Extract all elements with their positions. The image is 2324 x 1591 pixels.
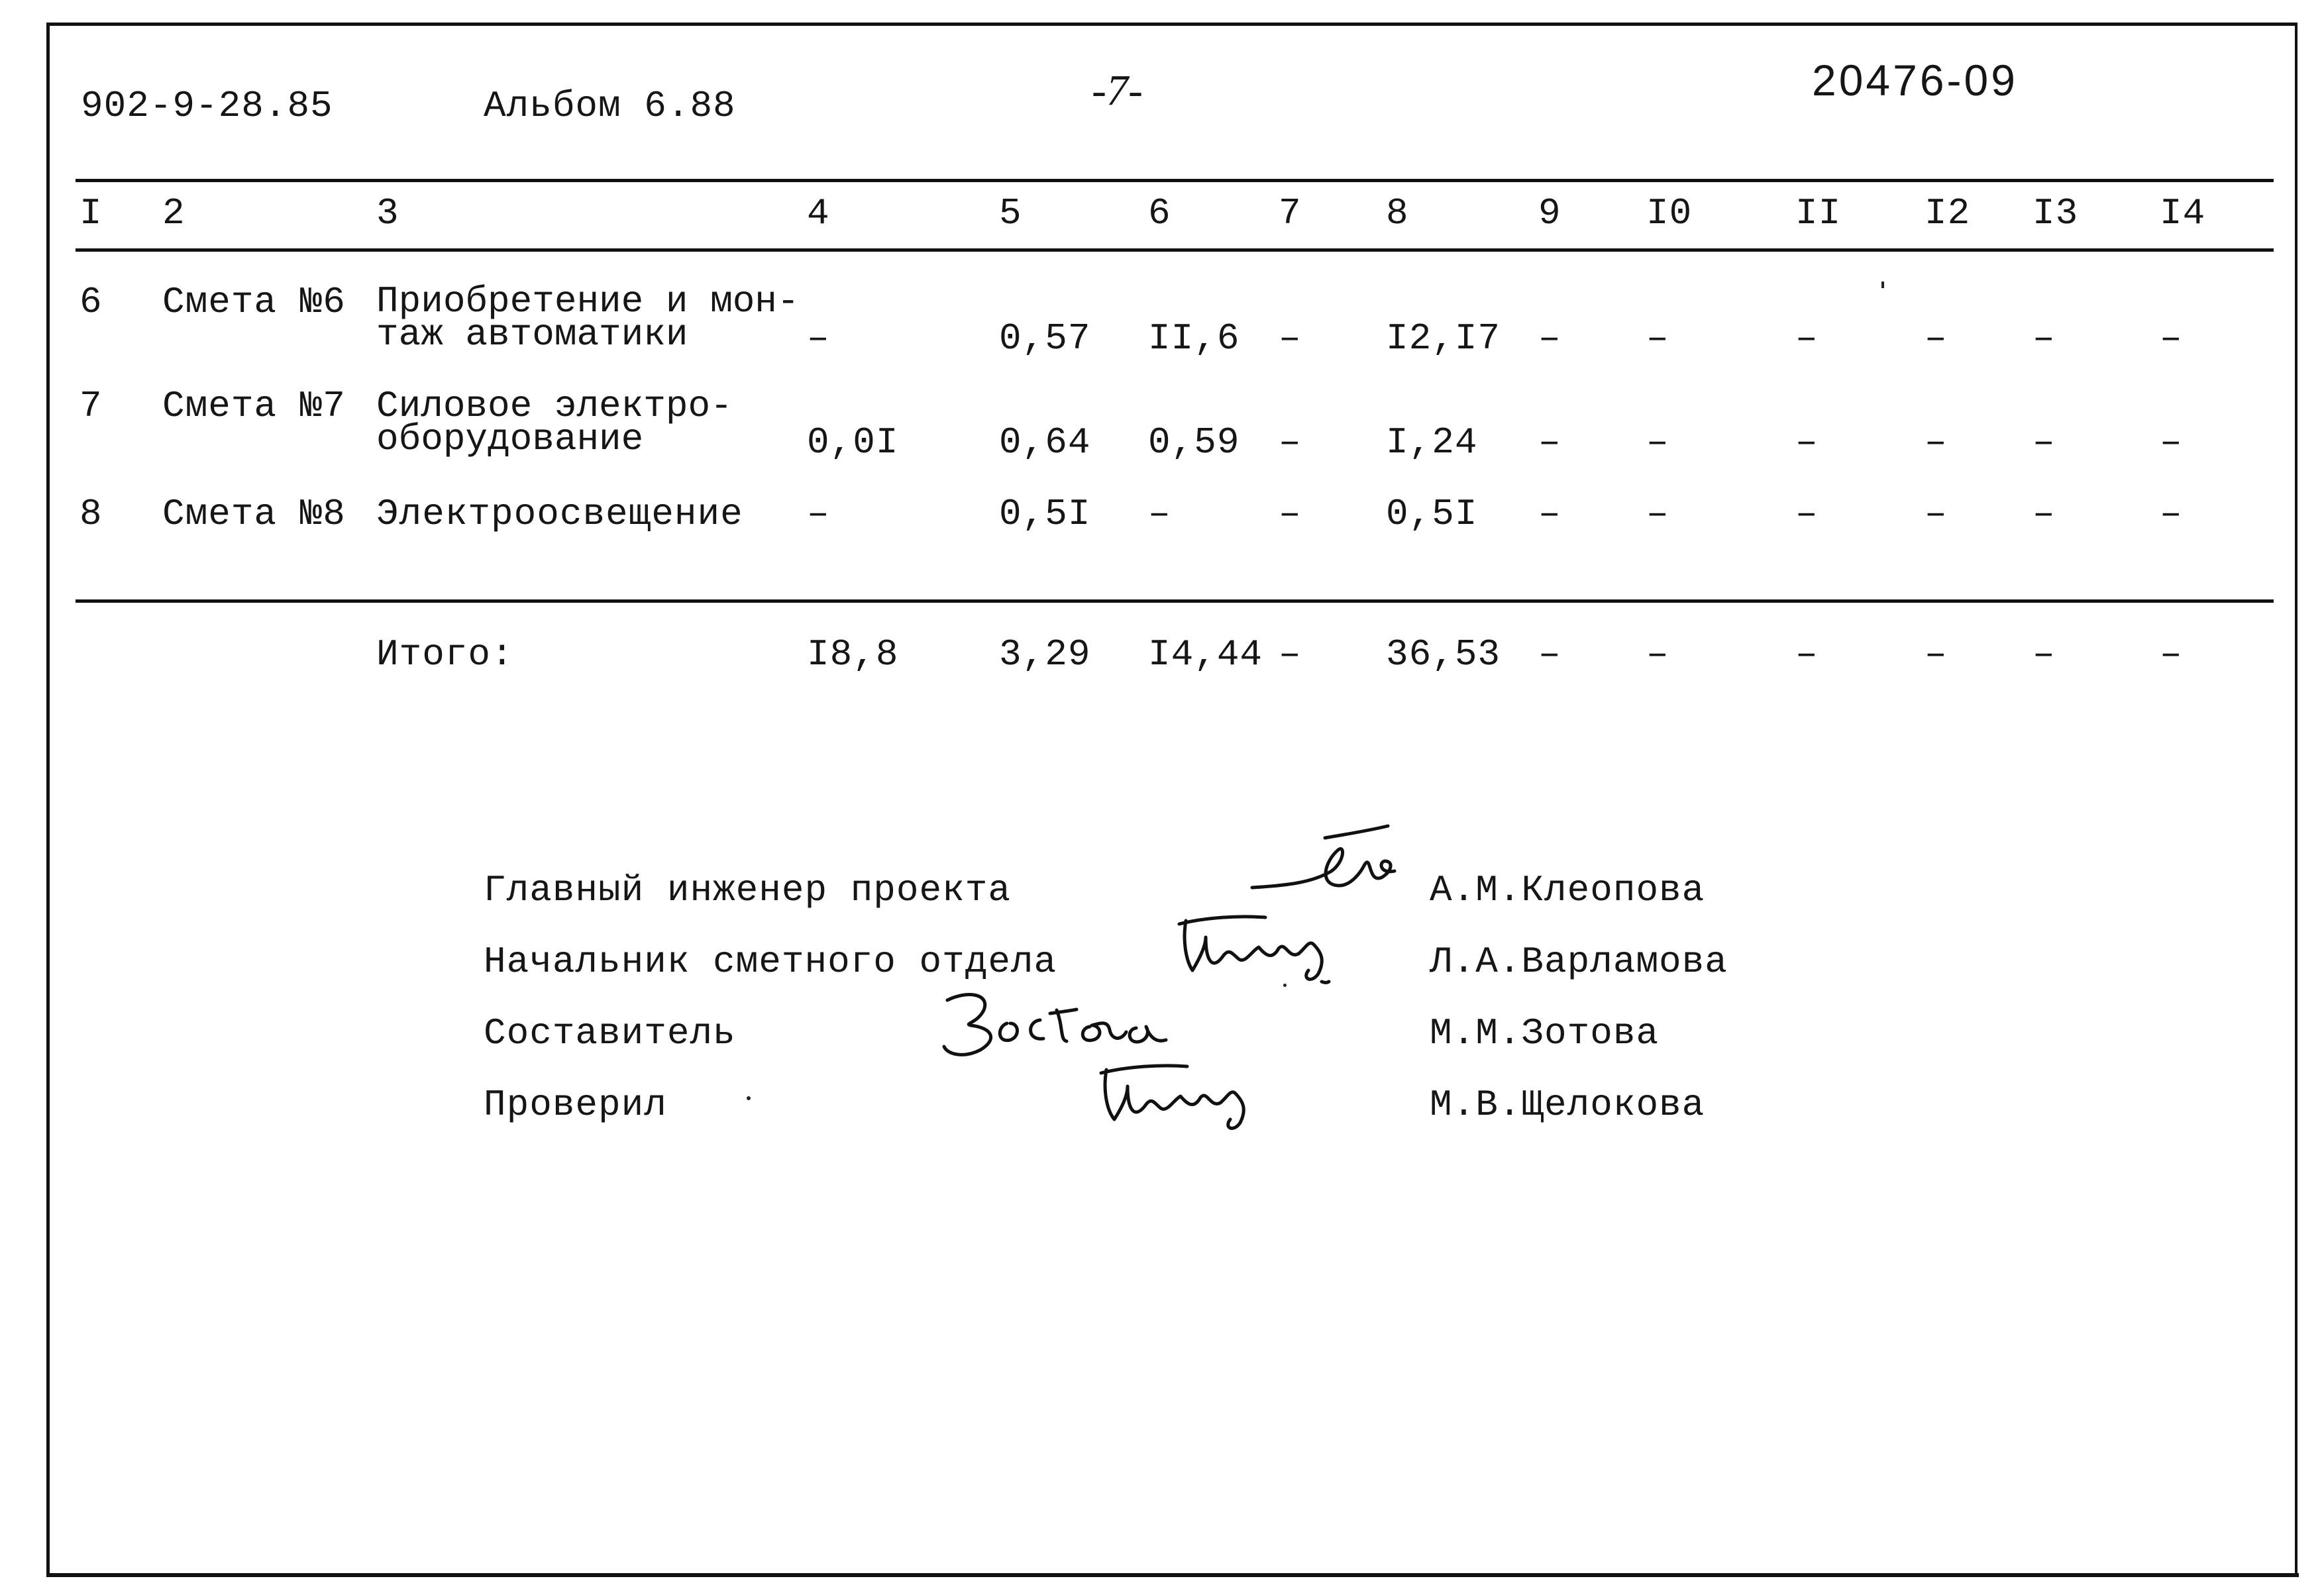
row-name: Электроосвещение (376, 493, 743, 535)
handwritten-signature-checker (1086, 1053, 1285, 1139)
cell-col4: – (807, 493, 830, 535)
column-header-3: 3 (376, 192, 399, 234)
row-name-line: Приобретение и мон- (376, 280, 800, 323)
row-name-line: таж автоматики (376, 313, 688, 356)
signature-name: М.М.Зотова (1430, 1012, 1660, 1054)
frame-top-line (46, 23, 2296, 26)
column-header-13: I3 (2033, 192, 2079, 234)
cell-col8: I,24 (1386, 421, 1478, 464)
handwritten-signature-chief-engineer (1245, 825, 1404, 911)
cell-col6: II,6 (1148, 317, 1240, 360)
column-header-12: I2 (1925, 192, 1971, 234)
signature-name: Л.А.Варламова (1430, 941, 1728, 983)
cell-col4: – (807, 317, 830, 360)
cell-col11: – (1795, 317, 1819, 360)
scan-speck (747, 1096, 751, 1100)
cell-col4: 0,0I (807, 421, 899, 464)
cell-col13: – (2033, 493, 2056, 535)
cell-col7: – (1279, 493, 1302, 535)
cell-col14: – (2160, 493, 2183, 535)
page-number: -7- (1092, 66, 1143, 115)
table-total-rule (76, 599, 2274, 603)
cell-col8: I2,I7 (1386, 317, 1501, 360)
cell-col5: 0,57 (999, 317, 1091, 360)
cell-col6: – (1148, 493, 1171, 535)
cell-col9: – (1538, 421, 1561, 464)
frame-bottom-line (46, 1573, 2299, 1577)
cell-col7: – (1279, 317, 1302, 360)
cell-col12: – (1925, 317, 1948, 360)
row-number: 7 (79, 385, 103, 427)
cell-col5: 0,64 (999, 421, 1091, 464)
column-header-6: 6 (1148, 192, 1171, 234)
cell-col12: – (1925, 493, 1948, 535)
inventory-code: 20476-09 (1812, 56, 2018, 105)
total-col13: – (2033, 633, 2056, 676)
column-header-2: 2 (162, 192, 185, 234)
cell-col13: – (2033, 421, 2056, 464)
total-col14: – (2160, 633, 2183, 676)
total-label: Итого: (376, 633, 514, 676)
scan-speck (1283, 984, 1287, 987)
album-label: Альбом 6.88 (484, 85, 736, 127)
handwritten-signature-compiler (934, 987, 1199, 1060)
row-name-line: Силовое электро- (376, 385, 733, 427)
cell-col10: – (1646, 493, 1669, 535)
signature-name: А.М.Клеопова (1430, 869, 1705, 911)
row-name (376, 385, 733, 460)
scan-speck (1881, 282, 1884, 288)
column-header-5: 5 (999, 192, 1022, 234)
cell-col11: – (1795, 493, 1819, 535)
cell-col7: – (1279, 421, 1302, 464)
row-name-line: оборудование (376, 418, 644, 460)
cell-col6: 0,59 (1148, 421, 1240, 464)
total-col4: I8,8 (807, 633, 899, 676)
signature-role: Главный инженер проекта (484, 869, 1011, 911)
cell-col14: – (2160, 317, 2183, 360)
total-col9: – (1538, 633, 1561, 676)
total-col11: – (1795, 633, 1819, 676)
column-header-4: 4 (807, 192, 830, 234)
column-header-11: II (1795, 192, 1842, 234)
total-col8: 36,53 (1386, 633, 1501, 676)
cell-col12: – (1925, 421, 1948, 464)
column-header-1: I (79, 192, 103, 234)
cell-col14: – (2160, 421, 2183, 464)
cell-col9: – (1538, 317, 1561, 360)
total-col6: I4,44 (1148, 633, 1263, 676)
frame-left-line (46, 23, 50, 1576)
cell-col9: – (1538, 493, 1561, 535)
row-estimate: Смета №6 (162, 281, 346, 323)
signature-role: Составитель (484, 1012, 736, 1054)
total-col12: – (1925, 633, 1948, 676)
row-estimate: Смета №8 (162, 493, 346, 535)
row-name (376, 280, 800, 356)
cell-col13: – (2033, 317, 2056, 360)
frame-right-line (2295, 23, 2298, 1576)
row-estimate: Смета №7 (162, 385, 346, 427)
column-header-9: 9 (1538, 192, 1561, 234)
handwritten-signature-estimate-head (1166, 907, 1365, 994)
signature-role: Начальник сметного отдела (484, 941, 1057, 983)
cell-col8: 0,5I (1386, 493, 1478, 535)
cell-col10: – (1646, 421, 1669, 464)
table-header-top-rule (76, 179, 2274, 182)
doc-code: 902-9-28.85 (81, 85, 333, 127)
cell-col11: – (1795, 421, 1819, 464)
total-col7: – (1279, 633, 1302, 676)
column-header-14: I4 (2160, 192, 2206, 234)
signature-role: Проверил (484, 1084, 667, 1126)
column-header-10: I0 (1646, 192, 1693, 234)
total-col5: 3,29 (999, 633, 1091, 676)
total-col10: – (1646, 633, 1669, 676)
row-number: 8 (79, 493, 103, 535)
column-header-7: 7 (1279, 192, 1302, 234)
row-number: 6 (79, 281, 103, 323)
cell-col5: 0,5I (999, 493, 1091, 535)
table-header-bottom-rule (76, 248, 2274, 252)
signature-name: М.В.Щелокова (1430, 1084, 1705, 1126)
column-header-8: 8 (1386, 192, 1409, 234)
cell-col10: – (1646, 317, 1669, 360)
